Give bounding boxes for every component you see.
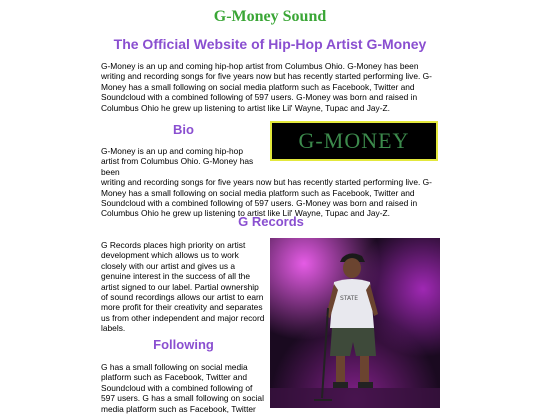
stage-photo-illustration [270,238,440,408]
bio-paragraph-bottom: writing and recording songs for five years now but has recently started performing live. G-Money has a small following on social media platform such as Facebook, Twitter and Soundcloud with a combined following of 597 users. G-Money was born and raised in Columbus Ohio he grew up listening to artist like Lil' Wayne, Tupac and Jay-Z. [101,177,432,219]
following-paragraph: G has a small following on social media platform such as Facebook, Twitter and Soundcloud with a combined following of 597 users. G has a small following on social media platform such as Facebook, Twitter [101,362,264,414]
following-heading: Following [153,337,214,352]
site-title: G-Money Sound [213,8,327,25]
artist-performance-photo [270,238,440,408]
bio-paragraph [101,146,441,219]
g-records-paragraph: G Records places high priority on artist development which allows us to work closely with our artist and gives us a genuine interest in the success of all the artist signed to our label. Partial ownership of sound recordings allows our artist to earn more profit for their creativity and separates us from other independent and major record labels. [101,240,265,334]
bio-paragraph-top: G-Money is an up and coming hip-hop artist from Columbus Ohio. G-Money has been [101,146,254,177]
g-records-heading: G Records [238,214,304,229]
intro-paragraph: G-Money is an up and coming hip-hop artist from Columbus Ohio. G-Money has been writing and recording songs for five years now but has recently started performing live. G-Money has a small following on social media platform such as Facebook, Twitter and Soundcloud with a combined following of 597 users. G-Money was born and raised in Columbus Ohio he grew up listening to artist like Lil' Wayne, Tupac and Jay-Z. [101,61,432,113]
svg-text:STATE: STATE [340,295,359,302]
logo-text: G-MONEY [298,128,410,153]
bio-heading: Bio [173,122,194,137]
page-tagline: The Official Website of Hip-Hop Artist G-Money [113,36,427,52]
